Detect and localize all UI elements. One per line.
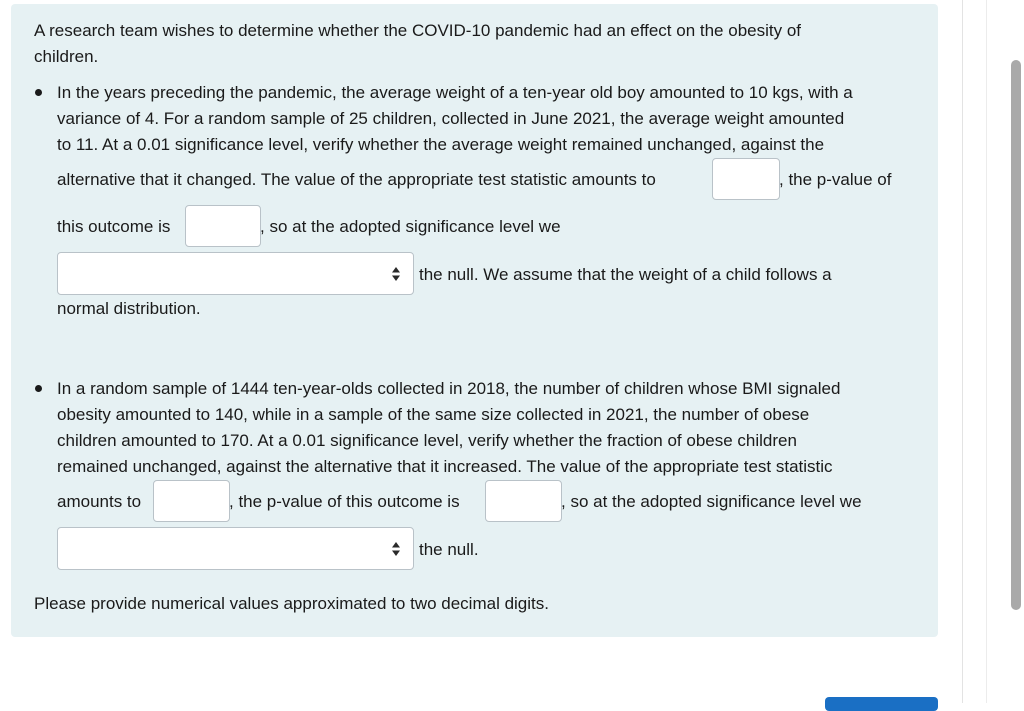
q2-pvalue-input[interactable] [485, 480, 562, 522]
rounding-note: Please provide numerical values approximated to two decimal digits. [34, 594, 549, 613]
submit-button[interactable] [825, 697, 938, 711]
q1-line-2: variance of 4. For a random sample of 25 children, collected in June 2021, the average weight amounted [57, 109, 845, 128]
q1-after-pvalue-text: , so at the adopted significance level we [260, 217, 561, 236]
q1-test-statistic-input[interactable] [712, 158, 780, 200]
bullet-q1 [35, 89, 42, 96]
q1-line-3: to 11. At a 0.01 significance level, verify whether the average weight remained unchanged, against the [57, 135, 825, 154]
q1-after-statistic-text: , the p-value of [779, 170, 892, 189]
q2-line-3: children amounted to 170. At a 0.01 significance level, verify whether the fraction of obese children [57, 431, 797, 450]
updown-arrow-icon [391, 540, 401, 558]
q1-pvalue-input[interactable] [185, 205, 261, 247]
q2-statistic-prefix: amounts to [57, 492, 142, 511]
q1-line-4: alternative that it changed. The value of the appropriate test statistic amounts to [57, 170, 656, 189]
q1-last-line: normal distribution. [57, 299, 201, 318]
q1-line-1: In the years preceding the pandemic, the average weight of a ten-year old boy amounted to 10 kgs, with a [57, 83, 853, 102]
q1-after-select-text: the null. We assume that the weight of a child follows a [419, 265, 832, 284]
q1-decision-select[interactable] [57, 252, 414, 295]
q2-decision-select[interactable] [57, 527, 414, 570]
intro-line-1: A research team wishes to determine whether the COVID-10 pandemic had an effect on the obesity of [34, 21, 802, 40]
scrollbar-thumb[interactable] [1011, 60, 1021, 610]
q2-line-1: In a random sample of 1444 ten-year-olds collected in 2018, the number of children whose BMI signaled [57, 379, 841, 398]
q2-after-select-text: the null. [419, 540, 479, 559]
q2-line-2: obesity amounted to 140, while in a sample of the same size collected in 2021, the number of obese [57, 405, 810, 424]
q2-after-pvalue-text: , so at the adopted significance level we [561, 492, 862, 511]
intro-line-2: children. [34, 47, 99, 66]
q2-test-statistic-input[interactable] [153, 480, 230, 522]
q2-after-statistic-text: , the p-value of this outcome is [229, 492, 460, 511]
updown-arrow-icon [391, 265, 401, 283]
q1-pvalue-prefix: this outcome is [57, 217, 171, 236]
q2-line-4: remained unchanged, against the alternative that it increased. The value of the appropriate test statistic [57, 457, 833, 476]
bullet-q2 [35, 385, 42, 392]
